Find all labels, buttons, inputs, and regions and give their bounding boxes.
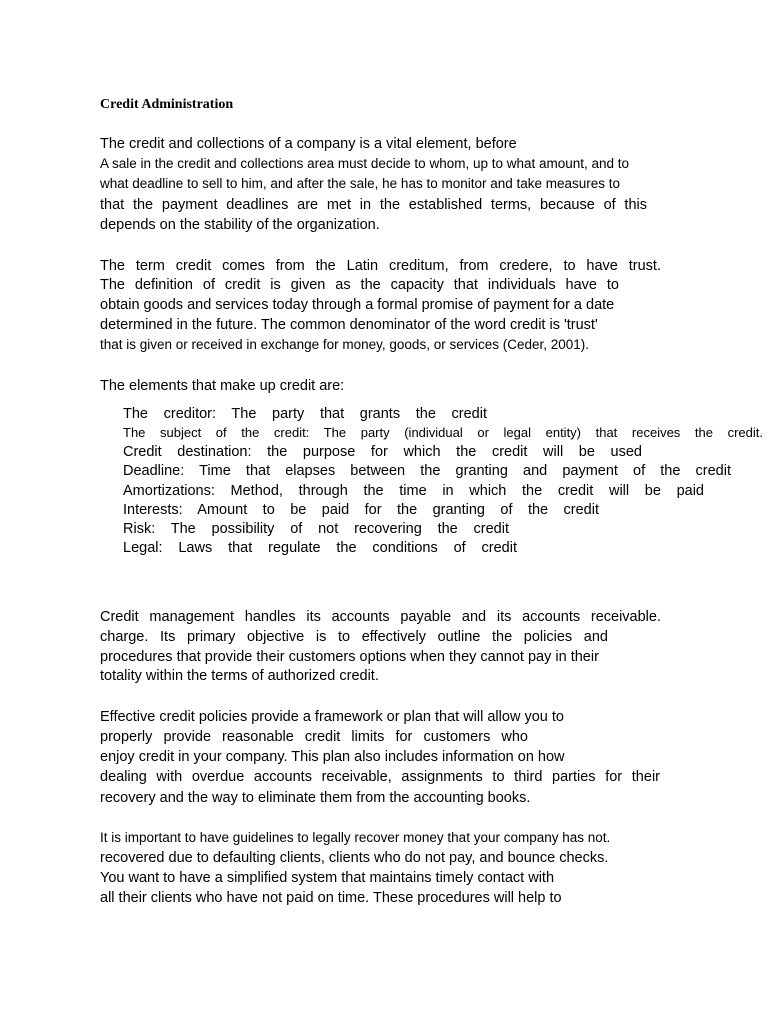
paragraph-line: that is given or received in exchange for money, goods, or services (Ceder, 2001). bbox=[100, 337, 590, 352]
paragraph-line: You want to have a simplified system that maintains timely contact with bbox=[100, 870, 555, 886]
paragraph-line: determined in the future. The common denominator of the word credit is 'trust' bbox=[100, 317, 598, 333]
paragraph-line: The term credit comes from the Latin creditum, from credere, to have trust. bbox=[100, 258, 661, 274]
document-title: Credit Administration bbox=[100, 97, 234, 112]
paragraph-line: enjoy credit in your company. This plan also includes information on how bbox=[100, 749, 565, 765]
paragraph-line: depends on the stability of the organization. bbox=[100, 217, 380, 233]
paragraph-line: Credit management handles its accounts payable and its accounts receivable. bbox=[100, 609, 661, 625]
paragraph-line: obtain goods and services today through a formal promise of payment for a date bbox=[100, 297, 615, 313]
list-item: Credit destination: the purpose for which the credit will be used bbox=[123, 444, 642, 460]
paragraph-line: The credit and collections of a company is a vital element, before bbox=[100, 136, 517, 152]
paragraph-line: what deadline to sell to him, and after the sale, he has to monitor and take measures to bbox=[100, 176, 621, 191]
paragraph-line: recovered due to defaulting clients, clients who do not pay, and bounce checks. bbox=[100, 850, 609, 866]
paragraph-line: It is important to have guidelines to legally recover money that your company has not. bbox=[100, 830, 611, 845]
paragraph-line: that the payment deadlines are met in the established terms, because of this bbox=[100, 197, 647, 213]
paragraph-line: A sale in the credit and collections area must decide to whom, up to what amount, and to bbox=[100, 156, 630, 171]
list-item: Legal: Laws that regulate the conditions of credit bbox=[123, 540, 517, 556]
paragraph-line: all their clients who have not paid on time. These procedures will help to bbox=[100, 890, 562, 906]
paragraph-line: procedures that provide their customers options when they cannot pay in their bbox=[100, 649, 599, 665]
list-item: The subject of the credit: The party (individual or legal entity) that receives the credit. bbox=[123, 425, 763, 440]
list-item: Deadline: Time that elapses between the granting and payment of the credit bbox=[123, 463, 731, 479]
paragraph-line: The definition of credit is given as the capacity that individuals have to bbox=[100, 277, 619, 293]
paragraph-line: totality within the terms of authorized credit. bbox=[100, 668, 379, 684]
elements-intro: The elements that make up credit are: bbox=[100, 378, 345, 394]
paragraph-line: charge. Its primary objective is to effectively outline the policies and bbox=[100, 629, 608, 645]
list-item: The creditor: The party that grants the credit bbox=[123, 406, 487, 422]
paragraph-line: Effective credit policies provide a framework or plan that will allow you to bbox=[100, 709, 564, 725]
paragraph-line: recovery and the way to eliminate them from the accounting books. bbox=[100, 790, 531, 806]
list-item: Amortizations: Method, through the time in which the credit will be paid bbox=[123, 483, 704, 499]
list-item: Risk: The possibility of not recovering the credit bbox=[123, 521, 509, 537]
paragraph-line: dealing with overdue accounts receivable, assignments to third parties for their bbox=[100, 769, 660, 785]
list-item: Interests: Amount to be paid for the granting of the credit bbox=[123, 502, 599, 518]
paragraph-line: properly provide reasonable credit limits for customers who bbox=[100, 729, 528, 745]
